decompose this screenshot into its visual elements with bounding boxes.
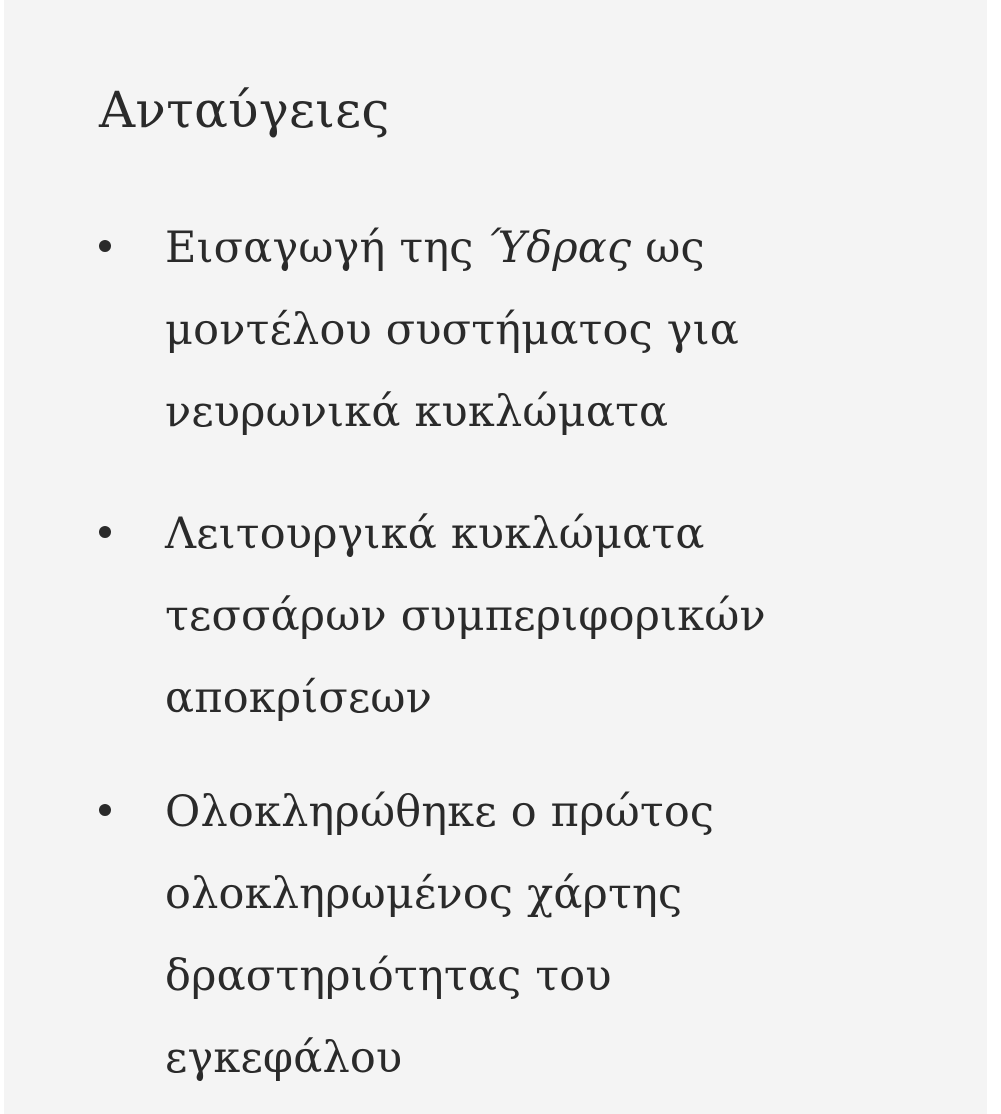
highlight-line: αποκρίσεων <box>165 673 433 723</box>
highlight-line: τεσσάρων συμπεριφορικών <box>165 591 766 641</box>
highlight-line: δραστηριότητας του <box>165 951 612 1001</box>
highlight-text <box>165 207 865 453</box>
highlight-text-segment: Εισαγωγή της <box>165 223 488 273</box>
highlight-emphasis: Ύδρας <box>487 223 632 273</box>
highlight-line: Ολοκληρώθηκε ο πρώτος <box>165 787 715 837</box>
highlight-line: Λειτουργικά κυκλώματα <box>165 509 705 559</box>
highlight-text-segment: ως <box>631 223 705 273</box>
highlight-text <box>165 771 865 1099</box>
highlight-line: νευρωνικά κυκλώματα <box>165 387 669 437</box>
highlights-panel <box>4 0 987 1114</box>
bullet-icon <box>99 526 111 538</box>
highlight-line <box>165 207 865 289</box>
highlight-line: εγκεφάλου <box>165 1033 403 1083</box>
bullet-icon <box>99 804 111 816</box>
highlight-line: ολοκληρωμένος χάρτης <box>165 869 683 919</box>
highlight-line: μοντέλου συστήματος για <box>165 305 739 355</box>
highlight-text <box>165 493 865 739</box>
section-title: Ανταύγειες <box>99 81 390 139</box>
bullet-icon <box>99 240 111 252</box>
